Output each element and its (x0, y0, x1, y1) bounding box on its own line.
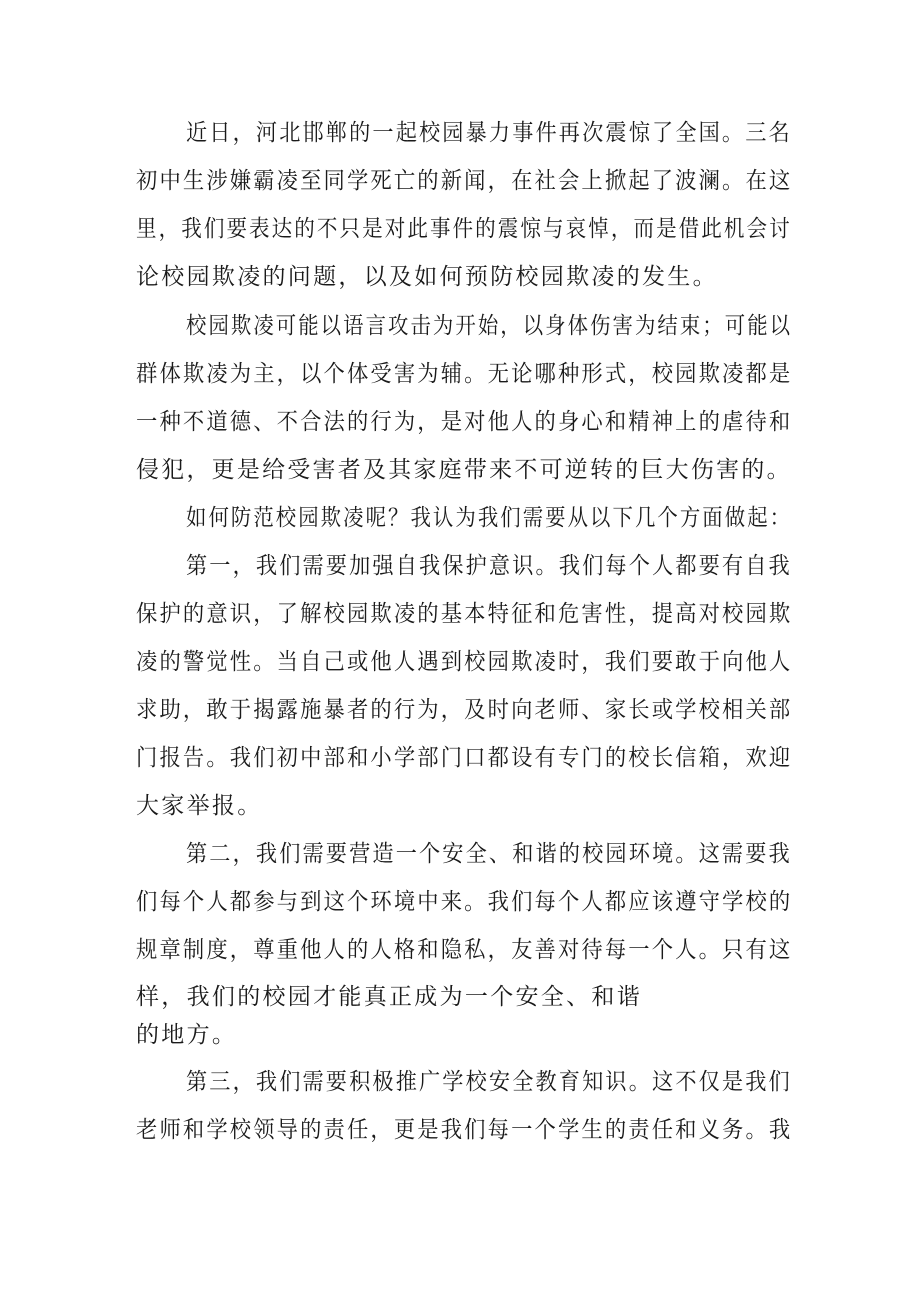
paragraph-1-line-1: 近日，河北邯郸的一起校园暴力事件再次震惊了全国。三名 (186, 120, 792, 146)
paragraph-2-line-4: 侵犯，更是给受害者及其家庭带来不可逆转的巨大伤害的。 (136, 457, 792, 483)
paragraph-1-line-4: 论校园欺凌的问题，以及如何预防校园欺凌的发生。 (136, 264, 718, 290)
paragraph-4-line-5: 门报告。我们初中部和小学部门口都设有专门的校长信箱，欢迎 (136, 745, 793, 771)
paragraph-6-line-2: 老师和学校领导的责任，更是我们每一个学生的责任和义务。我 (136, 1117, 793, 1143)
paragraph-1-line-2: 初中生涉嫌霸凌至同学死亡的新闻，在社会上掀起了波澜。在这 (136, 168, 793, 194)
paragraph-5-line-5: 的地方。 (136, 1022, 238, 1048)
paragraph-6-line-1: 第三，我们需要积极推广学校安全教育知识。这不仅是我们 (186, 1069, 792, 1095)
paragraph-3-line-1: 如何防范校园欺凌呢？我认为我们需要从以下几个方面做起： (186, 505, 793, 531)
paragraph-4-line-4: 求助，敢于揭露施暴者的行为，及时向老师、家长或学校相关部 (136, 697, 793, 723)
paragraph-5-line-3: 规章制度，尊重他人的人格和隐私，友善对待每一个人。只有这 (136, 937, 793, 963)
paragraph-5-line-4: 样，我们的校园才能真正成为一个安全、和谐 (136, 984, 642, 1010)
paragraph-4-line-2: 保护的意识，了解校园欺凌的基本特征和危害性，提高对校园欺 (136, 601, 793, 627)
paragraph-4-line-3: 凌的警觉性。当自己或他人遇到校园欺凌时，我们要敢于向他人 (136, 649, 793, 675)
paragraph-2-line-2: 群体欺凌为主，以个体受害为辅。无论哪种形式，校园欺凌都是 (136, 361, 793, 387)
paragraph-4-line-1: 第一，我们需要加强自我保护意识。我们每个人都要有自我 (186, 553, 792, 579)
paragraph-5-line-1: 第二，我们需要营造一个安全、和谐的校园环境。这需要我 (186, 841, 792, 867)
paragraph-4-line-6: 大家举报。 (136, 793, 263, 819)
paragraph-2-line-1: 校园欺凌可能以语言攻击为开始，以身体伤害为结束；可能以 (186, 313, 793, 339)
paragraph-2-line-3: 一种不道德、不合法的行为，是对他人的身心和精神上的虐待和 (136, 409, 793, 435)
paragraph-1-line-3: 里，我们要表达的不只是对此事件的震惊与哀悼，而是借此机会讨 (136, 216, 792, 242)
paragraph-5-line-2: 们每个人都参与到这个环境中来。我们每个人都应该遵守学校的 (136, 889, 793, 915)
